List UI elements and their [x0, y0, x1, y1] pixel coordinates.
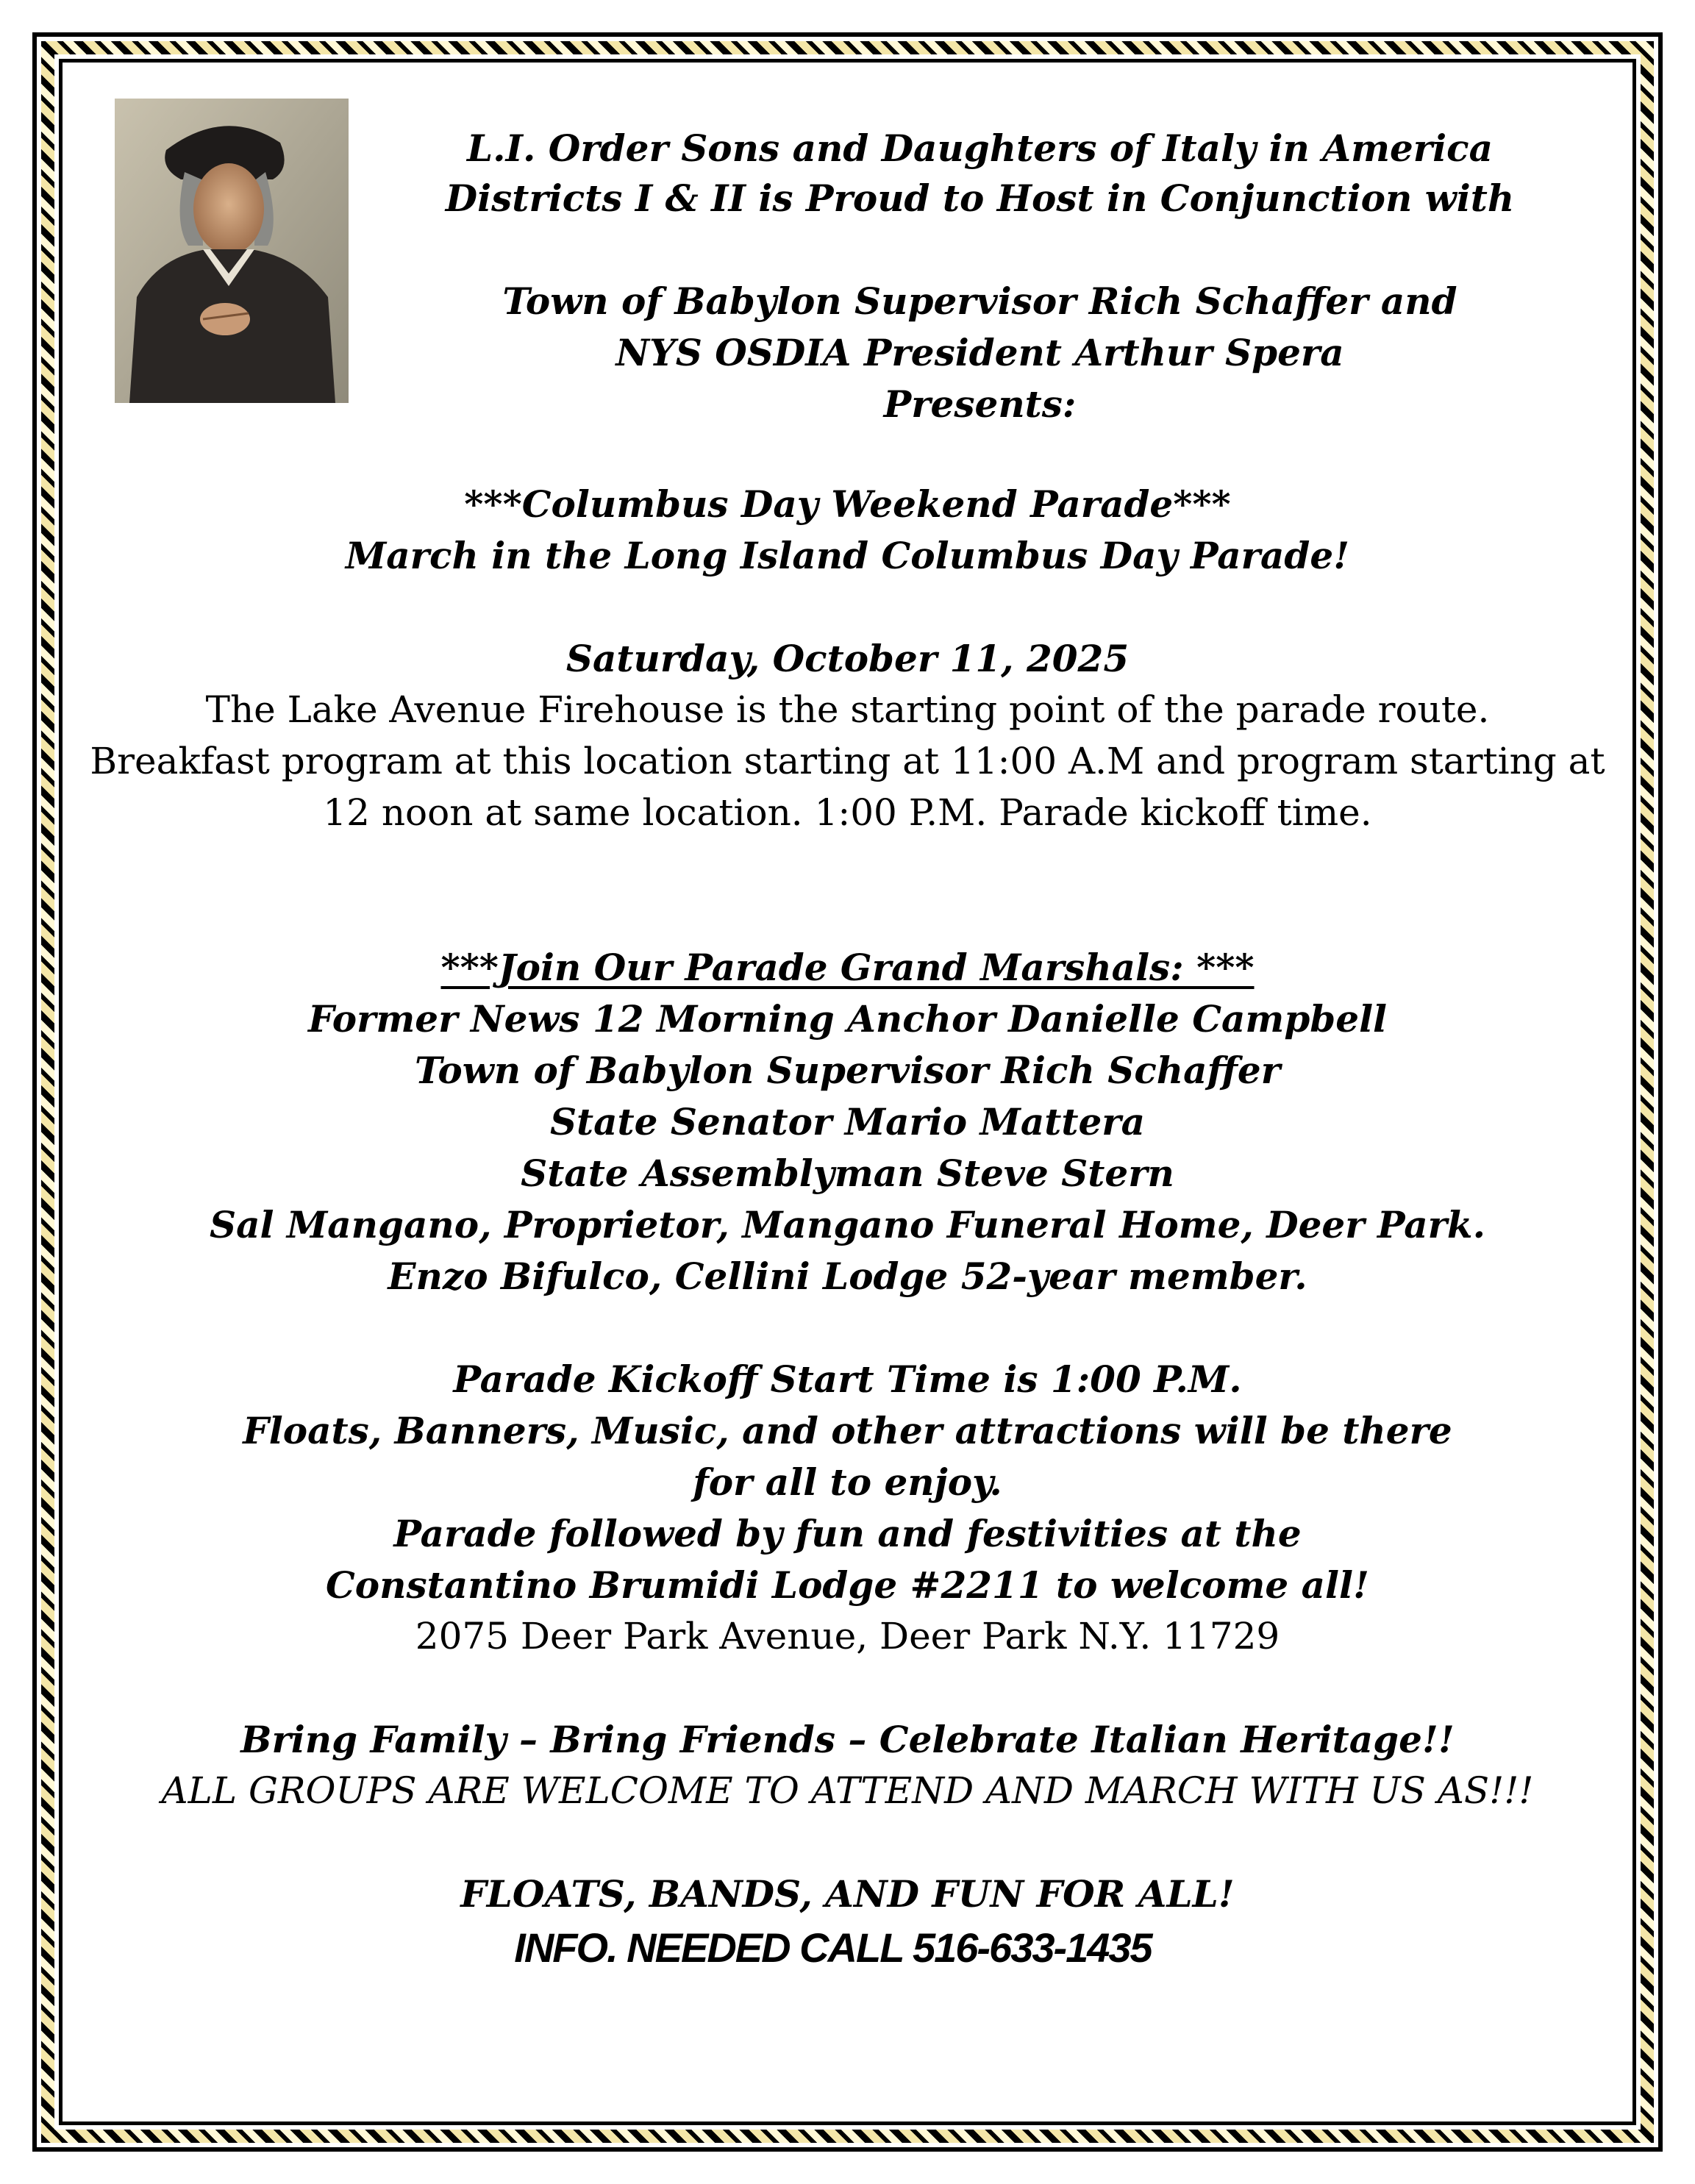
header-line-5: Presents:	[883, 382, 1077, 426]
marshals-title: ***Join Our Parade Grand Marshals: ***	[440, 946, 1255, 989]
closing-fun: FLOATS, BANDS, AND FUN FOR ALL!	[460, 1872, 1235, 1916]
marshal-item: Former News 12 Morning Anchor Danielle Campbell	[307, 997, 1388, 1041]
schedule-line-2: Breakfast program at this location starting at 11:00 A.M and program starting at	[90, 740, 1605, 782]
closing-welcome: ALL GROUPS ARE WELCOME TO ATTEND AND MARCH WITH US AS!!!	[161, 1769, 1534, 1812]
kickoff-time: Parade Kickoff Start Time is 1:00 P.M.	[453, 1357, 1242, 1401]
marshal-item: State Assemblyman Steve Stern	[521, 1152, 1174, 1195]
header-line-1: L.I. Order Sons and Daughters of Italy in America	[467, 126, 1493, 170]
followed-line-2: Constantino Brumidi Lodge #2211 to welcome all!	[326, 1563, 1369, 1607]
parade-title: ***Columbus Day Weekend Parade***	[464, 482, 1231, 526]
lodge-address: 2075 Deer Park Avenue, Deer Park N.Y. 11729	[415, 1615, 1280, 1657]
schedule-line-1: The Lake Avenue Firehouse is the starting point of the parade route.	[205, 688, 1490, 731]
event-date: Saturday, October 11, 2025	[565, 637, 1130, 680]
header-line-3: Town of Babylon Supervisor Rich Schaffer and	[502, 279, 1457, 323]
attractions-line-2: for all to enjoy.	[693, 1460, 1002, 1504]
marshal-item: Sal Mangano, Proprietor, Mangano Funeral Home, Deer Park.	[210, 1203, 1485, 1246]
closing-slogan: Bring Family – Bring Friends – Celebrate Italian Heritage!!	[240, 1718, 1455, 1761]
marshal-item: Town of Babylon Supervisor Rich Schaffer	[414, 1049, 1281, 1092]
marshal-item: Enzo Bifulco, Cellini Lodge 52-year member.	[388, 1255, 1307, 1298]
attractions-line-1: Floats, Banners, Music, and other attractions will be there	[243, 1409, 1452, 1452]
header-line-4: NYS OSDIA President Arthur Spera	[615, 331, 1344, 374]
parade-subtitle: March in the Long Island Columbus Day Parade!	[345, 534, 1350, 577]
header-line-2: Districts I & II is Proud to Host in Conjunction with	[445, 176, 1515, 220]
info-phone: INFO. NEEDED CALL 516-633-1435	[514, 1924, 1152, 1971]
marshal-item: State Senator Mario Mattera	[549, 1100, 1146, 1143]
schedule-line-3: 12 noon at same location. 1:00 P.M. Parade kickoff time.	[323, 791, 1372, 834]
followed-line-1: Parade followed by fun and festivities at the	[393, 1512, 1302, 1555]
